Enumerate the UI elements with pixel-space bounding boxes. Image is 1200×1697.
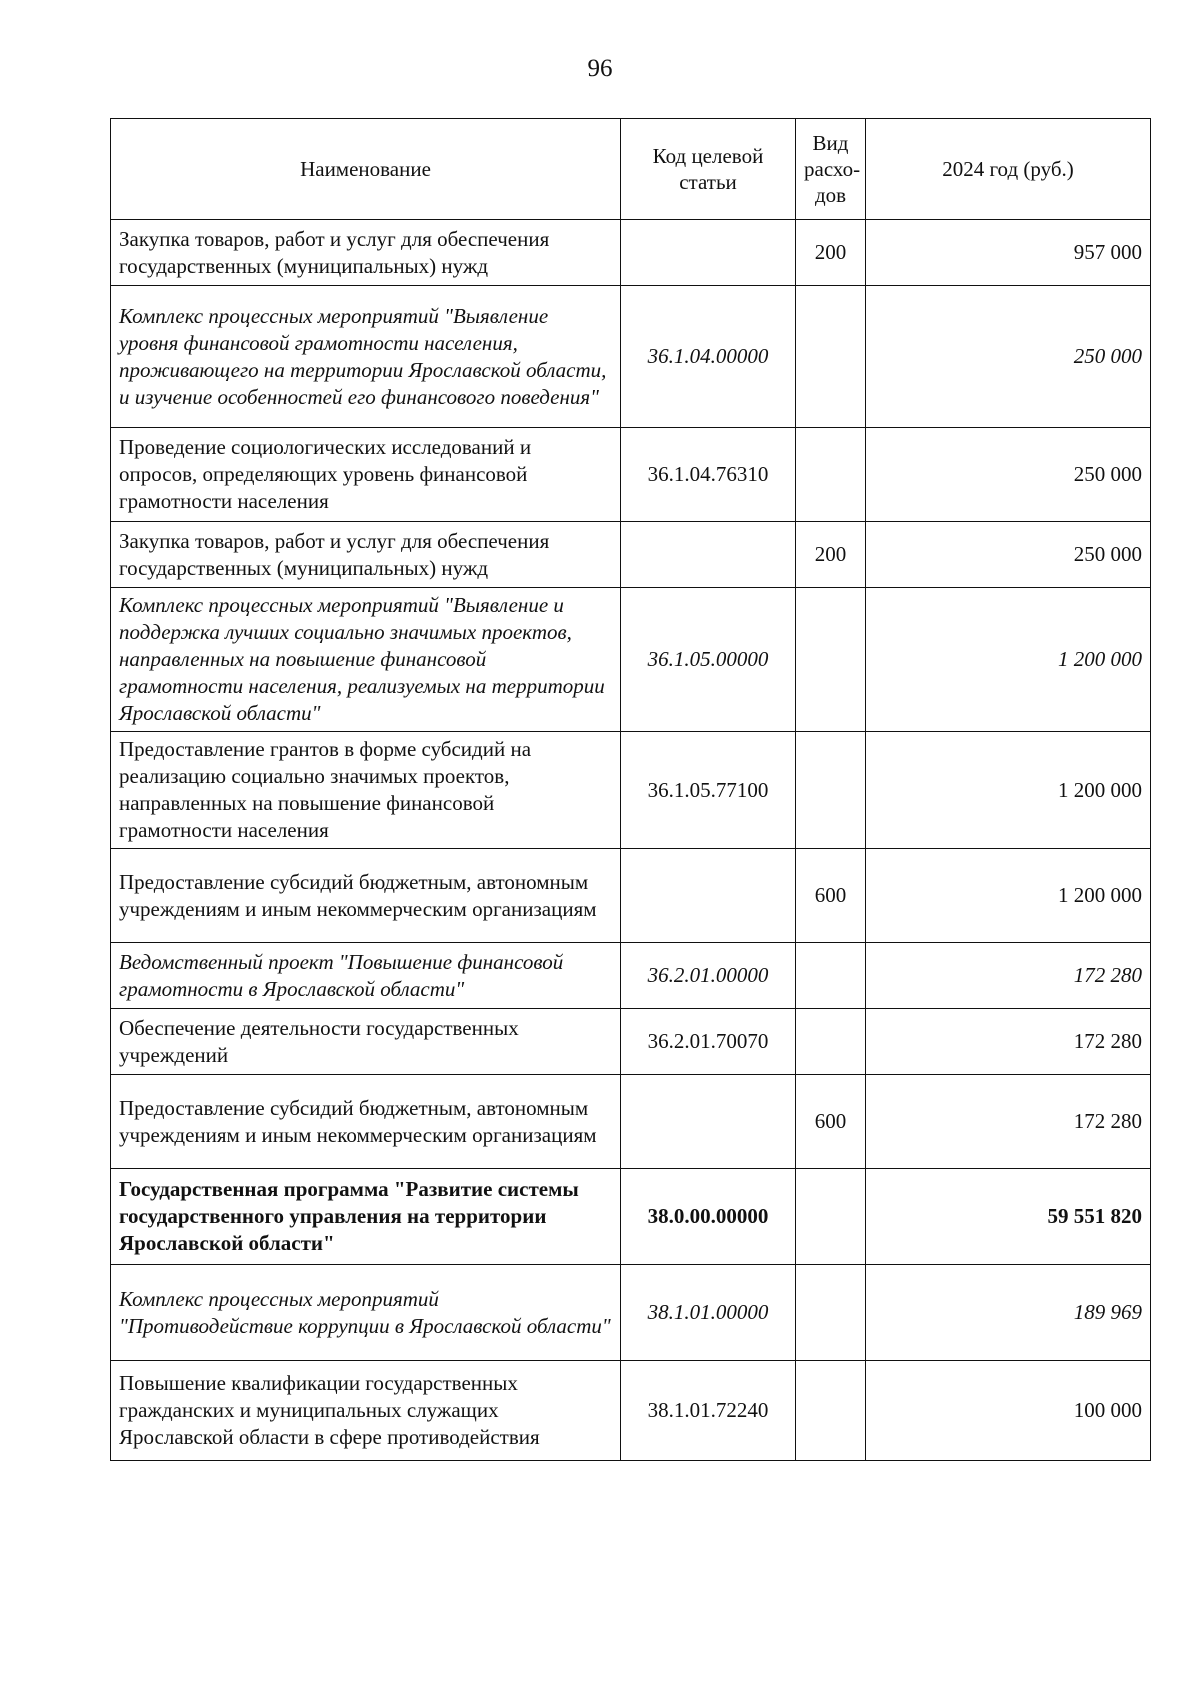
- row-kind: [796, 943, 866, 1009]
- row-code: [621, 849, 796, 943]
- row-code: 36.1.04.76310: [621, 428, 796, 522]
- row-kind: [796, 428, 866, 522]
- row-name: Проведение социологических исследований и опросов, определяющих уровень финансовой грамотности населения: [111, 428, 621, 522]
- budget-table: [110, 118, 1151, 1461]
- page-number: 96: [587, 55, 613, 82]
- row-name: Предоставление субсидий бюджетным, автономным учреждениям и иным некоммерческим организациям: [111, 1075, 621, 1169]
- row-kind: [796, 732, 866, 849]
- table-row: [111, 286, 1151, 428]
- row-amount: 250 000: [866, 522, 1151, 588]
- row-name: Государственная программа "Развитие системы государственного управления на территории Ярославской области": [111, 1169, 621, 1265]
- header-code: Код целевой статьи: [621, 119, 796, 220]
- row-name: Обеспечение деятельности государственных учреждений: [111, 1009, 621, 1075]
- table-row: [111, 1009, 1151, 1075]
- row-kind: [796, 1009, 866, 1075]
- table-row: [111, 1169, 1151, 1265]
- row-kind: 600: [796, 1075, 866, 1169]
- row-kind: 200: [796, 522, 866, 588]
- table-header-row: [111, 119, 1151, 220]
- row-kind: [796, 286, 866, 428]
- row-amount: 172 280: [866, 1009, 1151, 1075]
- row-code: 38.0.00.00000: [621, 1169, 796, 1265]
- row-code: 36.1.05.00000: [621, 588, 796, 732]
- table-row: [111, 1075, 1151, 1169]
- header-name: Наименование: [111, 119, 621, 220]
- row-amount: 250 000: [866, 286, 1151, 428]
- row-name: Закупка товаров, работ и услуг для обеспечения государственных (муниципальных) нужд: [111, 220, 621, 286]
- table-row: [111, 849, 1151, 943]
- row-code: [621, 522, 796, 588]
- row-amount: 250 000: [866, 428, 1151, 522]
- row-kind: [796, 1265, 866, 1361]
- row-name: Комплекс процессных мероприятий "Противодействие коррупции в Ярославской области": [111, 1265, 621, 1361]
- row-name: Комплекс процессных мероприятий "Выявление и поддержка лучших социально значимых проектов, направленных на повышение финансовой грамотности населения, реализуемых на территории Ярославской области": [111, 588, 621, 732]
- table-row: [111, 588, 1151, 732]
- row-kind: [796, 1169, 866, 1265]
- row-code: 38.1.01.72240: [621, 1361, 796, 1461]
- table-row: [111, 220, 1151, 286]
- row-kind: 600: [796, 849, 866, 943]
- row-code: 38.1.01.00000: [621, 1265, 796, 1361]
- row-amount: 1 200 000: [866, 588, 1151, 732]
- table-row: [111, 522, 1151, 588]
- table-row: [111, 943, 1151, 1009]
- row-code: [621, 220, 796, 286]
- row-kind: [796, 588, 866, 732]
- table-row: [111, 1265, 1151, 1361]
- row-amount: 957 000: [866, 220, 1151, 286]
- row-amount: 172 280: [866, 1075, 1151, 1169]
- row-name: Повышение квалификации государственных гражданских и муниципальных служащих Ярославской области в сфере противодействия: [111, 1361, 621, 1461]
- header-kind: Вид расхо-дов: [796, 119, 866, 220]
- row-code: 36.1.04.00000: [621, 286, 796, 428]
- row-kind: 200: [796, 220, 866, 286]
- row-name: Предоставление грантов в форме субсидий на реализацию социально значимых проектов, направленных на повышение финансовой грамотности населения: [111, 732, 621, 849]
- row-kind: [796, 1361, 866, 1461]
- row-code: 36.2.01.70070: [621, 1009, 796, 1075]
- row-name: Закупка товаров, работ и услуг для обеспечения государственных (муниципальных) нужд: [111, 522, 621, 588]
- row-amount: 100 000: [866, 1361, 1151, 1461]
- row-amount: 1 200 000: [866, 849, 1151, 943]
- row-name: Ведомственный проект "Повышение финансовой грамотности в Ярославской области": [111, 943, 621, 1009]
- table-row: [111, 732, 1151, 849]
- row-code: 36.1.05.77100: [621, 732, 796, 849]
- row-amount: 1 200 000: [866, 732, 1151, 849]
- row-name: Комплекс процессных мероприятий "Выявление уровня финансовой грамотности населения, проживающего на территории Ярославской области, и изучение особенностей его финансового поведения": [111, 286, 621, 428]
- row-code: 36.2.01.00000: [621, 943, 796, 1009]
- header-amount: 2024 год (руб.): [866, 119, 1151, 220]
- row-name: Предоставление субсидий бюджетным, автономным учреждениям и иным некоммерческим организациям: [111, 849, 621, 943]
- row-code: [621, 1075, 796, 1169]
- table-body: [111, 220, 1151, 1461]
- row-amount: 59 551 820: [866, 1169, 1151, 1265]
- row-amount: 172 280: [866, 943, 1151, 1009]
- table-row: [111, 428, 1151, 522]
- row-amount: 189 969: [866, 1265, 1151, 1361]
- table-row: [111, 1361, 1151, 1461]
